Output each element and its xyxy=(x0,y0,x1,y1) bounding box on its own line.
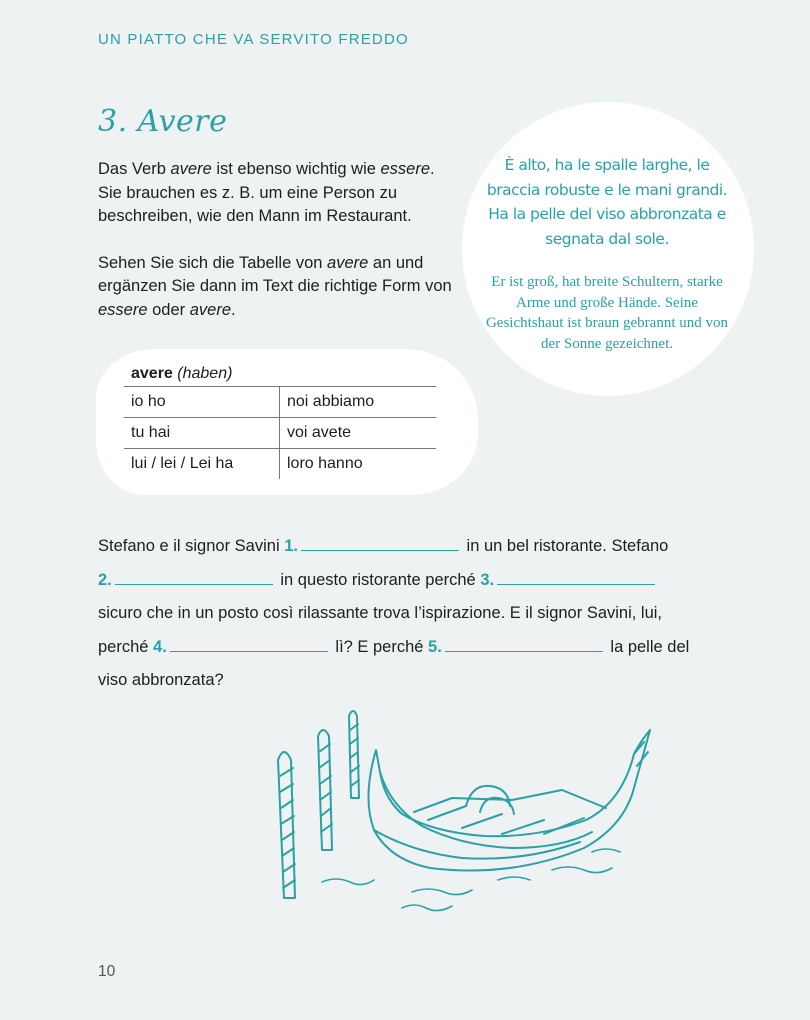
blank-number-4: 4. xyxy=(153,637,167,656)
verb-conjugation-table xyxy=(124,362,436,479)
section-title: 3. Avere xyxy=(98,104,228,139)
answer-blank-3[interactable] xyxy=(497,572,655,585)
table-row xyxy=(124,387,436,418)
intro-text xyxy=(98,158,458,345)
table-row xyxy=(124,449,436,480)
answer-blank-4[interactable] xyxy=(170,639,328,652)
table-row xyxy=(124,418,436,449)
intro-text-run: oder xyxy=(147,300,190,319)
verb-avere: avere xyxy=(170,160,212,178)
mooring-poles xyxy=(278,711,359,898)
verb-avere: avere xyxy=(189,300,232,319)
fill-in-exercise xyxy=(98,530,698,698)
intro-text-run: an und ergänzen Sie dann im Text die richtige Form von xyxy=(98,253,452,295)
table-heading-translation: (haben) xyxy=(177,365,233,382)
intro-text-run: Das Verb xyxy=(98,160,171,178)
running-header: UN PIATTO CHE VA SERVITO FREDDO xyxy=(98,31,409,48)
exercise-text: Stefano e il signor Savini xyxy=(98,537,285,555)
table-cell: voi avete xyxy=(280,418,437,449)
table-cell: tu hai xyxy=(124,418,280,449)
intro-text-run: Sehen Sie sich die Tabelle von xyxy=(98,253,328,272)
table-cell: loro hanno xyxy=(287,455,363,472)
intro-paragraph-2 xyxy=(98,252,458,323)
table-heading xyxy=(124,362,436,387)
verb-essere: essere xyxy=(98,300,148,319)
verb-essere: essere xyxy=(380,160,431,178)
answer-blank-2[interactable] xyxy=(115,572,273,585)
table-header-row xyxy=(124,362,436,387)
blank-number-3: 3. xyxy=(480,570,495,589)
answer-blank-1[interactable] xyxy=(301,538,459,551)
gondola-illustration xyxy=(262,702,662,922)
exercise-text: in un bel ristorante. Stefano xyxy=(461,537,669,555)
table-heading-verb: avere xyxy=(131,365,173,382)
exercise-text: lì? E perché xyxy=(330,637,429,656)
exercise-text: la pelle del viso abbronzata? xyxy=(98,637,690,689)
blank-number-5: 5. xyxy=(428,637,442,656)
verb-avere: avere xyxy=(327,253,369,272)
exercise-text: sicuro che in un posto così rilassante trova l’ispirazione. E il signor Savini, lui, perché xyxy=(98,604,663,656)
blank-number-1: 1. xyxy=(284,537,298,555)
intro-text-run: . xyxy=(231,300,236,319)
table-cell: lui / lei / Lei ha xyxy=(124,449,280,480)
blank-number-2: 2. xyxy=(98,570,112,589)
answer-blank-5[interactable] xyxy=(445,639,603,652)
table-cell: noi abbiamo xyxy=(280,387,437,418)
intro-paragraph-1 xyxy=(98,158,458,229)
table-cell: io ho xyxy=(124,387,280,418)
quote-german: Er ist groß, hat breite Schultern, starke Arme und große Hände. Seine Gesichtshaut ist braun gebrannt und von der Sonne gezeichnet. xyxy=(485,274,729,352)
exercise-text: in questo ristorante perché xyxy=(275,570,481,589)
quote-italian: È alto, ha le spalle larghe, le braccia robuste e le mani grandi. Ha la pelle del viso abbronzata e segnata dal sole. xyxy=(486,156,728,248)
intro-text-run: . Sie brauchen es z. B. um eine Person zu beschreiben, wie den Mann im Restaurant. xyxy=(98,160,435,225)
page-number: 10 xyxy=(98,963,116,980)
intro-text-run: ist ebenso wichtig wie xyxy=(211,160,381,178)
